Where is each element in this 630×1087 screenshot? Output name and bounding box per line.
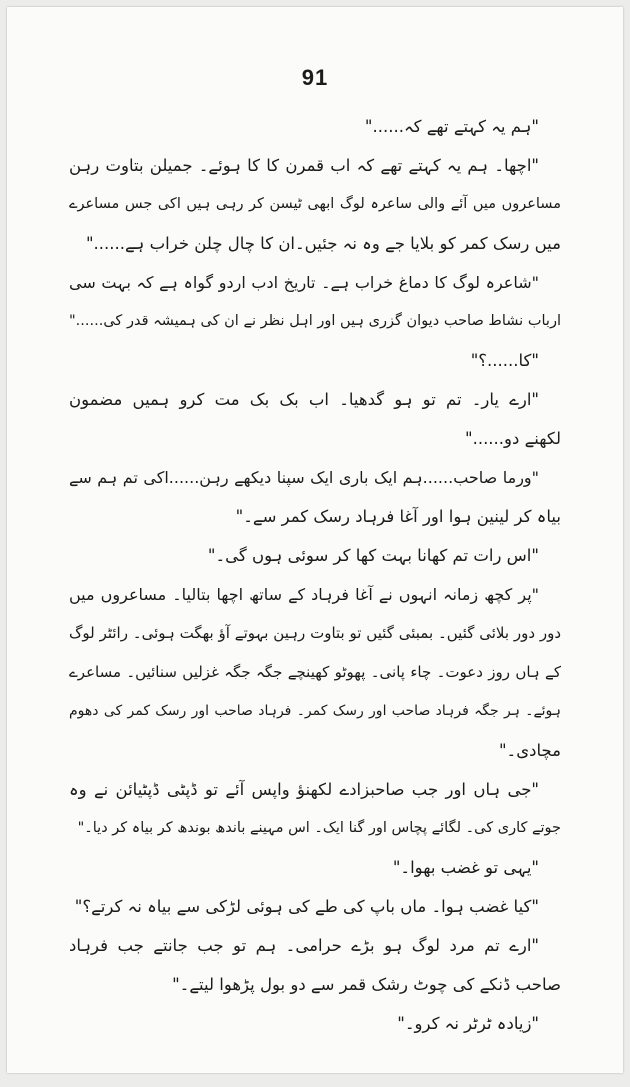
text-line: "زیادہ ٹرٹر نہ کرو۔" [397,1014,539,1033]
text-line: کے ہاں روز دعوت۔ چاء پانی۔ پھوٹو کھینچے جگہ جگہ غزلیں سنائیں۔ مساعرے [69,663,561,681]
text-line: میں رسک کمر کو بلایا جے وہ نہ جئیں۔ان کا چال چلن خراب ہے......" [85,234,561,253]
text-line: دور دور بلائی گئیں۔ بمبئی گئیں تو بتاوت رہین بہوتے آؤ بھگت ہوئی۔ رائٹر لوگ [69,624,561,642]
text-line: ارباب نشاط صاحب دیوان گزری ہیں اور اہل نظر نے ان کی ہمیشہ قدر کی......" [69,313,561,329]
text-line: "یہی تو غضب بھوا۔" [392,858,539,877]
text-line: "کیا غضب ہوا۔ ماں باپ کی طے کی ہوئی لڑکی سے بیاہ نہ کرتے؟" [74,897,539,916]
text-line: "ارے تم مرد لوگ ہو بڑے حرامی۔ ہم تو جب جانتے جب فرہاد [69,936,539,955]
text-line: "جی ہاں اور جب صاحبزادے لکھنؤ واپس آئے تو ڈپٹی ڈپٹیائن نے وہ [69,780,539,799]
text-line: صاحب ڈنکے کی چوٹ رشک قمر سے دو بول پڑھوا لیتے۔" [172,975,561,994]
page-number: 91 [301,65,329,90]
text-line: "ورما صاحب......ہم ایک باری ایک سپنا دیکھے رہن......اکی تم ہم سے [69,468,539,487]
body-text [69,107,561,1043]
text-line: "شاعرہ لوگ کا دماغ خراب ہے۔ تاریخ ادب اردو گواہ ہے کہ بہت سی [69,273,539,292]
text-line: "ارے یار۔ تم تو ہو گدھیا۔ اب بک بک مت کرو ہمیں مضمون [69,390,539,409]
text-line: جوتے کاری کی۔ لگائے پچاس اور گنا ایک۔ اس مہینے باندھ بوندھ کر بیاہ کر دیا۔" [77,820,561,836]
text-line: لکھنے دو......" [464,429,561,448]
text-line: "اچھا۔ ہم یہ کہتے تھے کہ اب قمرن کا کا ہوئے۔ جمیلن بتاوت رہن [69,156,539,175]
book-page [7,7,623,1073]
text-line: مچادی۔" [498,741,561,760]
text-line: "پر کچھ زمانہ انہوں نے آغا فرہاد کے ساتھ اچھا بتالیا۔ مساعروں میں [69,585,539,604]
text-line: "ہم یہ کہتے تھے کہ......" [364,117,539,136]
text-line: بیاہ کر لینین ہوا اور آغا فرہاد رسک کمر سے۔" [235,507,561,526]
text-line: مساعروں میں آئے والی ساعرہ لوگ ابھی ٹیسن کر رہی ہیں اکی جس مساعرے [69,196,561,212]
text-line: ہوئے۔ ہر جگہ فرہاد صاحب اور رسک کمر۔ فرہاد صاحب اور رسک کمر کی دھوم [69,703,561,719]
text-line: "کا......؟" [470,351,539,370]
text-line: "اس رات تم کھانا بہت کھا کر سوئی ہوں گی۔" [207,546,539,565]
